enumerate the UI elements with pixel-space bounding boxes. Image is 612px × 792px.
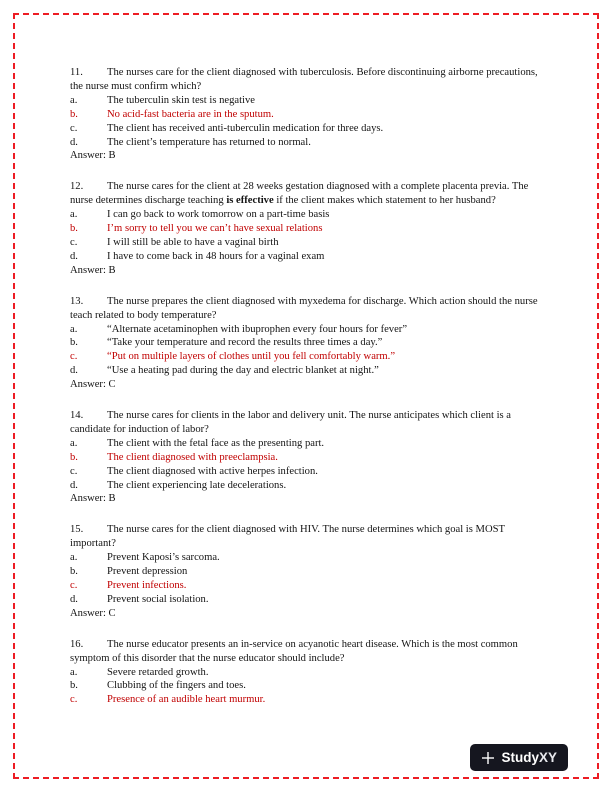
- option-text: I have to come back in 48 hours for a vaginal exam: [107, 250, 325, 262]
- option-text: The client has received anti-tuberculin medication for three days.: [107, 122, 384, 134]
- question-number: 15.: [70, 524, 84, 536]
- studyxy-logo: [470, 744, 568, 771]
- option-row: [70, 236, 542, 250]
- answer-line: Answer: C: [70, 379, 116, 391]
- option-row: [70, 565, 542, 579]
- option-letter: a.: [70, 94, 78, 106]
- option-row: [70, 250, 542, 264]
- option-text: The client with the fetal face as the presenting part.: [107, 437, 325, 449]
- bold-phrase: is effective: [226, 195, 274, 207]
- option-row: [70, 323, 542, 337]
- question-body: The nurse cares for the client at 28 weeks gestation diagnosed with a complete placenta previa. The nurse determines discharge teaching is effective if the client makes which statement to her husband?: [70, 181, 529, 207]
- question-block: [70, 295, 542, 392]
- option-row: [70, 208, 542, 222]
- option-letter: c.: [70, 694, 78, 706]
- question-block: [70, 523, 542, 620]
- option-text: The tuberculin skin test is negative: [107, 94, 255, 106]
- option-row: [70, 479, 542, 493]
- answer-line: Answer: C: [70, 607, 116, 619]
- option-text: “Put on multiple layers of clothes until you fell comfortably warm.”: [107, 351, 396, 363]
- option-row-correct: [70, 222, 542, 236]
- question-number: 12.: [70, 181, 84, 193]
- option-letter: b.: [70, 566, 78, 578]
- option-row: [70, 94, 542, 108]
- option-row: [70, 122, 542, 136]
- option-row: [70, 136, 542, 150]
- option-letter: d.: [70, 593, 78, 605]
- option-text: The client’s temperature has returned to normal.: [107, 136, 311, 148]
- question-number: 11.: [70, 67, 83, 78]
- option-text: “Use a heating pad during the day and electric blanket at night.”: [107, 365, 379, 377]
- option-letter: b.: [70, 108, 78, 120]
- option-letter: c.: [70, 122, 78, 134]
- answer-line: Answer: B: [70, 150, 116, 162]
- option-text: Severe retarded growth.: [107, 666, 209, 678]
- option-row: [70, 336, 542, 350]
- option-letter: c.: [70, 465, 78, 477]
- question-body: The nurses care for the client diagnosed with tuberculosis. Before discontinuing airborne precautions, the nurse must confirm which?: [70, 67, 538, 92]
- option-text: Clubbing of the fingers and toes.: [107, 680, 246, 692]
- option-text: Prevent Kaposi’s sarcoma.: [107, 552, 220, 564]
- answer-line: Answer: B: [70, 493, 116, 505]
- option-row: [70, 666, 542, 680]
- option-row-correct: [70, 579, 542, 593]
- question-number: 13.: [70, 295, 84, 307]
- option-row: [70, 551, 542, 565]
- question-block: [70, 66, 542, 163]
- option-row: [70, 437, 542, 451]
- question-text: [70, 638, 542, 666]
- option-text: The client diagnosed with preeclampsia.: [107, 451, 278, 463]
- option-letter: d.: [70, 136, 78, 148]
- plus-icon: [481, 751, 495, 765]
- option-letter: d.: [70, 250, 78, 262]
- question-body: The nurse educator presents an in-service on acyanotic heart disease. Which is the most common symptom of this disorder that the nurse educator should include?: [70, 638, 518, 664]
- question-body: The nurse cares for the client diagnosed with HIV. The nurse determines which goal is MOST important?: [70, 524, 505, 550]
- option-text: I’m sorry to tell you we can’t have sexual relations: [107, 223, 323, 235]
- question-text: [70, 523, 542, 551]
- option-letter: a.: [70, 209, 78, 221]
- answer-line: Answer: B: [70, 264, 116, 276]
- option-text: No acid-fast bacteria are in the sputum.: [107, 108, 274, 120]
- option-letter: a.: [70, 437, 78, 449]
- option-text: I will still be able to have a vaginal birth: [107, 236, 279, 248]
- option-letter: b.: [70, 223, 78, 235]
- option-text: Presence of an audible heart murmur.: [107, 694, 266, 706]
- option-letter: c.: [70, 236, 78, 248]
- option-row-correct: [70, 693, 542, 707]
- option-letter: a.: [70, 552, 78, 564]
- question-body: The nurse prepares the client diagnosed with myxedema for discharge. Which action should the nurse teach related to body temperature?: [70, 295, 538, 321]
- logo-text-primary: Study: [501, 749, 539, 765]
- option-letter: d.: [70, 365, 78, 377]
- option-letter: c.: [70, 580, 78, 591]
- option-text: “Take your temperature and record the results three times a day.”: [107, 337, 383, 349]
- question-block: [70, 180, 542, 277]
- option-row: [70, 679, 542, 693]
- option-text: I can go back to work tomorrow on a part-time basis: [107, 209, 330, 221]
- question-body: The nurse cares for clients in the labor and delivery unit. The nurse anticipates which client is a candidate for induction of labor?: [70, 410, 511, 435]
- logo-text-secondary: XY: [538, 749, 557, 765]
- question-block: [70, 638, 542, 708]
- question-text: [70, 409, 542, 437]
- question-text: [70, 66, 542, 94]
- option-text: The client experiencing late decelerations.: [107, 479, 287, 491]
- question-text: [70, 295, 542, 323]
- option-letter: b.: [70, 337, 78, 349]
- option-row-correct: [70, 350, 542, 364]
- option-letter: c.: [70, 351, 78, 363]
- option-letter: d.: [70, 479, 78, 491]
- option-row-correct: [70, 451, 542, 465]
- option-text: The client diagnosed with active herpes infection.: [107, 465, 318, 477]
- option-letter: b.: [70, 451, 78, 463]
- option-row-correct: [70, 108, 542, 122]
- question-block: [70, 409, 542, 506]
- option-text: Prevent infections.: [107, 580, 187, 591]
- option-row: [70, 465, 542, 479]
- logo-text: [501, 751, 557, 765]
- option-text: “Alternate acetaminophen with ibuprophen every four hours for fever”: [107, 323, 408, 335]
- page-content: [70, 66, 542, 724]
- option-text: Prevent social isolation.: [107, 593, 209, 605]
- question-number: 14.: [70, 410, 84, 422]
- option-letter: a.: [70, 666, 78, 678]
- question-text: [70, 180, 542, 208]
- option-row: [70, 364, 542, 378]
- question-number: 16.: [70, 638, 84, 650]
- option-letter: a.: [70, 323, 78, 335]
- option-letter: b.: [70, 680, 78, 692]
- option-row: [70, 593, 542, 607]
- option-text: Prevent depression: [107, 566, 188, 578]
